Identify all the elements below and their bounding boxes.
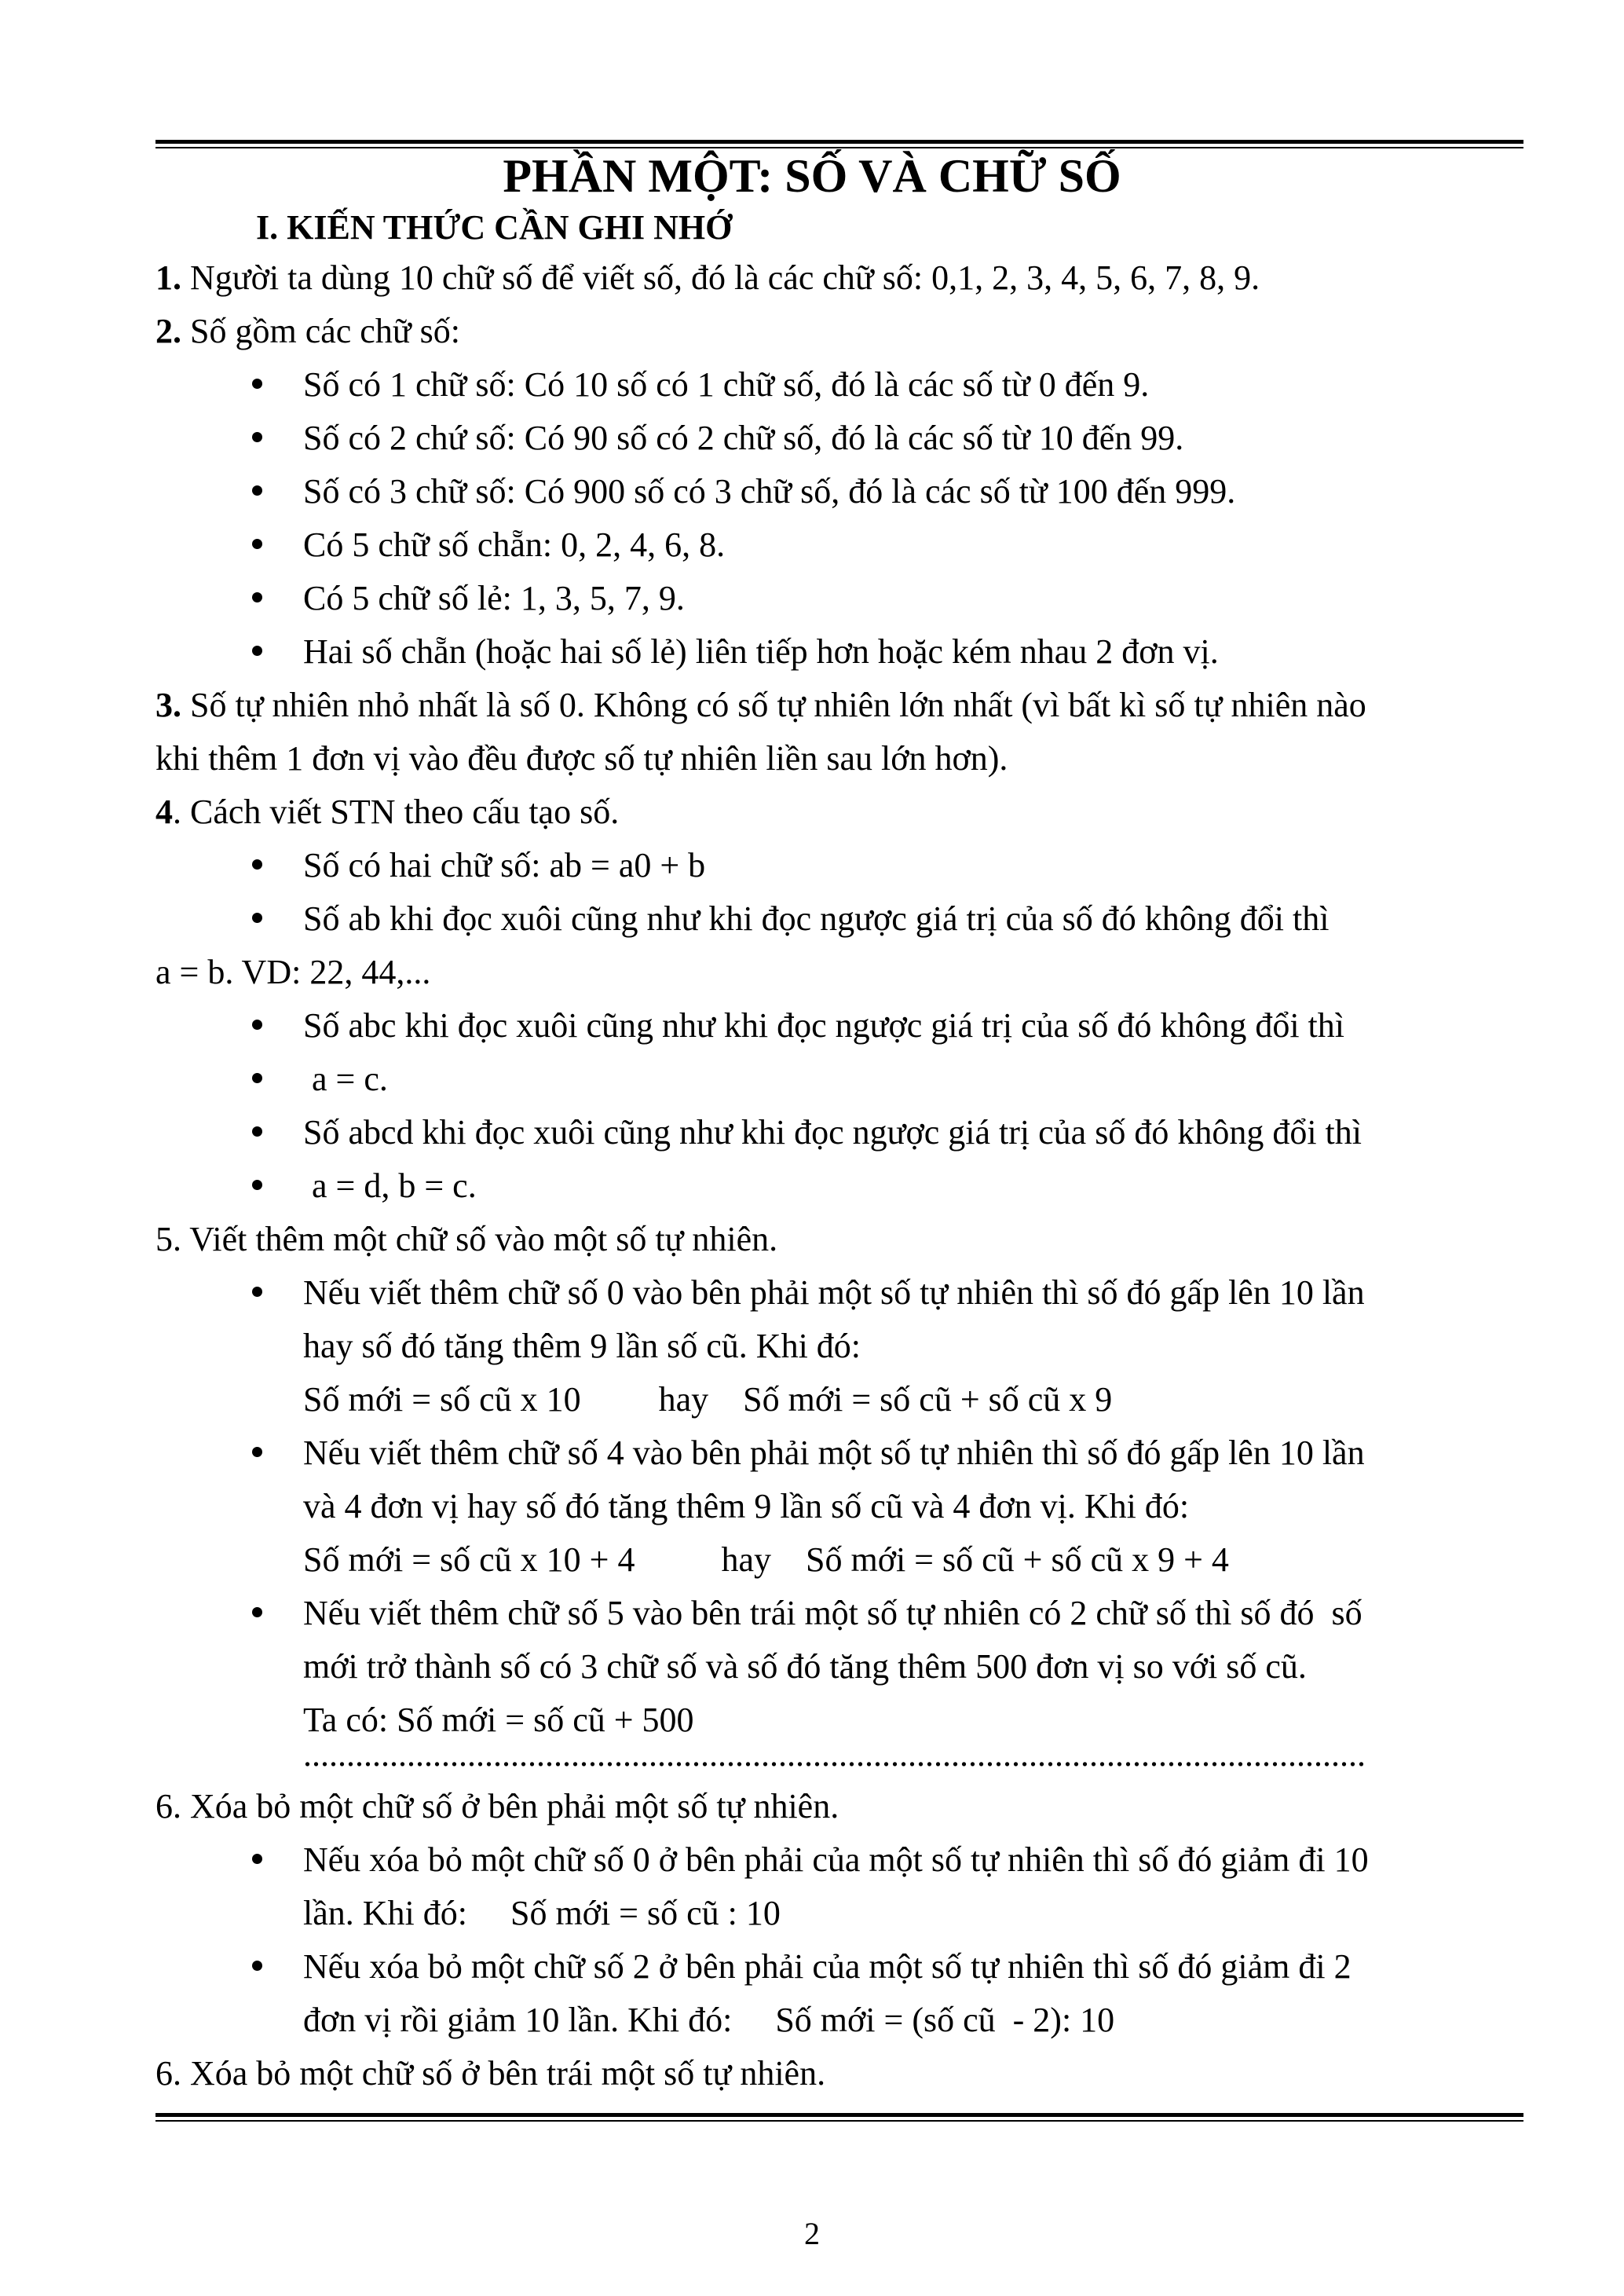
text-line bbox=[303, 1431, 1365, 1475]
text-line bbox=[303, 1538, 1229, 1582]
text-line bbox=[155, 790, 619, 834]
text-line bbox=[303, 1004, 1344, 1048]
line-text: 6. Xóa bỏ một chữ số ở bên trái một số tự nhiên. bbox=[155, 2054, 826, 2093]
line-text: Ta có: Số mới = số cũ + 500 bbox=[303, 1701, 694, 1739]
line-text: Có 5 chữ số chẵn: 0, 2, 4, 6, 8. bbox=[303, 525, 726, 564]
bullet-icon bbox=[252, 539, 262, 549]
bullet-icon bbox=[252, 432, 262, 442]
text-line bbox=[303, 1733, 1366, 1777]
text-line bbox=[303, 523, 725, 567]
bullet-icon bbox=[252, 1180, 262, 1190]
line-text: Nếu xóa bỏ một chữ số 0 ở bên phải của một số tự nhiên thì số đó giảm đi 10 bbox=[303, 1840, 1369, 1879]
text-line bbox=[303, 1645, 1307, 1689]
item-number: 3. bbox=[155, 686, 181, 724]
line-text: Số abc khi đọc xuôi cũng như khi đọc ngược giá trị của số đó không đổi thì bbox=[303, 1006, 1344, 1045]
text-line bbox=[303, 897, 1329, 941]
line-text: a = c. bbox=[303, 1060, 388, 1098]
line-text: mới trở thành số có 3 chữ số và số đó tăng thêm 500 đơn vị so với số cũ. bbox=[303, 1647, 1307, 1686]
text-line bbox=[303, 1891, 781, 1935]
line-text: Hai số chẵn (hoặc hai số lẻ) liên tiếp hơn hoặc kém nhau 2 đơn vị. bbox=[303, 632, 1219, 671]
line-text: 5. Viết thêm một chữ số vào một số tự nhiên. bbox=[155, 1220, 778, 1258]
bullet-icon bbox=[252, 1020, 262, 1030]
bullet-icon bbox=[252, 485, 262, 496]
line-text: a = b. VD: 22, 44,... bbox=[155, 953, 431, 991]
text-line bbox=[155, 256, 1260, 300]
text-line bbox=[155, 309, 460, 353]
text-line bbox=[303, 416, 1183, 460]
line-text: lần. Khi đó: Số mới = số cũ : 10 bbox=[303, 1894, 781, 1932]
bullet-icon bbox=[252, 379, 262, 389]
line-text: Nếu viết thêm chữ số 5 vào bên trái một số tự nhiên có 2 chữ số thì số đó số bbox=[303, 1594, 1362, 1632]
line-text: Số mới = số cũ x 10 + 4 hay Số mới = số cũ + số cũ x 9 + 4 bbox=[303, 1540, 1229, 1579]
bullet-icon bbox=[252, 1607, 262, 1617]
text-line bbox=[155, 2052, 825, 2096]
text-line bbox=[155, 1785, 839, 1829]
text-line bbox=[303, 630, 1219, 674]
line-text: ........................................................................................................................... bbox=[303, 1735, 1366, 1774]
bullet-icon bbox=[252, 859, 262, 870]
line-text: đơn vị rồi giảm 10 lần. Khi đó: Số mới = (số cũ - 2): 10 bbox=[303, 2001, 1115, 2039]
item-number: 1. bbox=[155, 258, 181, 297]
item-number: 2. bbox=[155, 312, 181, 350]
text-line bbox=[303, 577, 685, 621]
line-text: khi thêm 1 đơn vị vào đều được số tự nhiên liền sau lớn hơn). bbox=[155, 739, 1008, 778]
line-text: Nếu viết thêm chữ số 4 vào bên phải một số tự nhiên thì số đó gấp lên 10 lần bbox=[303, 1434, 1365, 1472]
line-text: . Cách viết STN theo cấu tạo số. bbox=[173, 793, 620, 831]
line-text: a = d, b = c. bbox=[303, 1166, 477, 1205]
page-title: PHẦN MỘT: SỐ VÀ CHỮ SỐ bbox=[503, 150, 1121, 202]
line-text: Số có 1 chữ số: Có 10 số có 1 chữ số, đó là các số từ 0 đến 9. bbox=[303, 365, 1150, 404]
bullet-icon bbox=[252, 592, 262, 602]
text-line bbox=[303, 470, 1235, 514]
line-text: 6. Xóa bỏ một chữ số ở bên phải một số tự nhiên. bbox=[155, 1787, 839, 1825]
text-line bbox=[303, 1111, 1362, 1155]
line-text: Người ta dùng 10 chữ số để viết số, đó là các chữ số: 0,1, 2, 3, 4, 5, 6, 7, 8, 9. bbox=[181, 258, 1260, 297]
text-line bbox=[303, 844, 705, 888]
bullet-icon bbox=[252, 1961, 262, 1971]
line-text: hay số đó tăng thêm 9 lần số cũ. Khi đó: bbox=[303, 1327, 861, 1365]
line-text: Số abcd khi đọc xuôi cũng như khi đọc ngược giá trị của số đó không đổi thì bbox=[303, 1113, 1362, 1152]
bullet-icon bbox=[252, 1073, 262, 1083]
line-text: Nếu viết thêm chữ số 0 vào bên phải một số tự nhiên thì số đó gấp lên 10 lần bbox=[303, 1273, 1365, 1312]
line-text: Số có hai chữ số: ab = a0 + b bbox=[303, 846, 706, 884]
text-line bbox=[303, 1164, 477, 1208]
line-text: Số ab khi đọc xuôi cũng như khi đọc ngược giá trị của số đó không đổi thì bbox=[303, 899, 1330, 938]
text-line bbox=[303, 1057, 388, 1101]
line-text: và 4 đơn vị hay số đó tăng thêm 9 lần số cũ và 4 đơn vị. Khi đó: bbox=[303, 1487, 1190, 1525]
section-heading: I. KIẾN THỨC CẦN GHI NHỚ bbox=[256, 208, 733, 247]
text-line bbox=[155, 683, 1366, 727]
line-text: Có 5 chữ số lẻ: 1, 3, 5, 7, 9. bbox=[303, 579, 685, 617]
bullet-icon bbox=[252, 1126, 262, 1137]
bottom-double-rule bbox=[155, 2113, 1523, 2122]
line-text: Số mới = số cũ x 10 hay Số mới = số cũ + số cũ x 9 bbox=[303, 1380, 1113, 1419]
text-line bbox=[303, 1945, 1352, 1989]
text-line bbox=[303, 1838, 1369, 1882]
text-line bbox=[303, 1998, 1114, 2042]
text-line bbox=[303, 1378, 1112, 1422]
bullet-icon bbox=[252, 913, 262, 923]
text-line bbox=[303, 1485, 1189, 1529]
line-text: Số có 3 chữ số: Có 900 số có 3 chữ số, đó là các số từ 100 đến 999. bbox=[303, 472, 1236, 511]
page-number: 2 bbox=[804, 2216, 820, 2251]
item-number: 4 bbox=[155, 793, 173, 831]
line-text: Số có 2 chứ số: Có 90 số có 2 chữ số, đó là các số từ 10 đến 99. bbox=[303, 419, 1184, 457]
text-line bbox=[303, 1324, 861, 1368]
bullet-icon bbox=[252, 1854, 262, 1864]
line-text: Số tự nhiên nhỏ nhất là số 0. Không có số tự nhiên lớn nhất (vì bất kì số tự nhiên nào bbox=[181, 686, 1366, 724]
line-text: Nếu xóa bỏ một chữ số 2 ở bên phải của một số tự nhiên thì số đó giảm đi 2 bbox=[303, 1947, 1352, 1986]
text-line bbox=[303, 1591, 1362, 1635]
text-line bbox=[303, 363, 1149, 407]
bullet-icon bbox=[252, 1287, 262, 1297]
bullet-icon bbox=[252, 646, 262, 656]
bullet-icon bbox=[252, 1447, 262, 1457]
line-text: Số gồm các chữ số: bbox=[181, 312, 461, 350]
text-line bbox=[155, 737, 1008, 781]
text-line bbox=[303, 1271, 1365, 1315]
text-line bbox=[155, 950, 430, 994]
text-line bbox=[155, 1218, 777, 1262]
